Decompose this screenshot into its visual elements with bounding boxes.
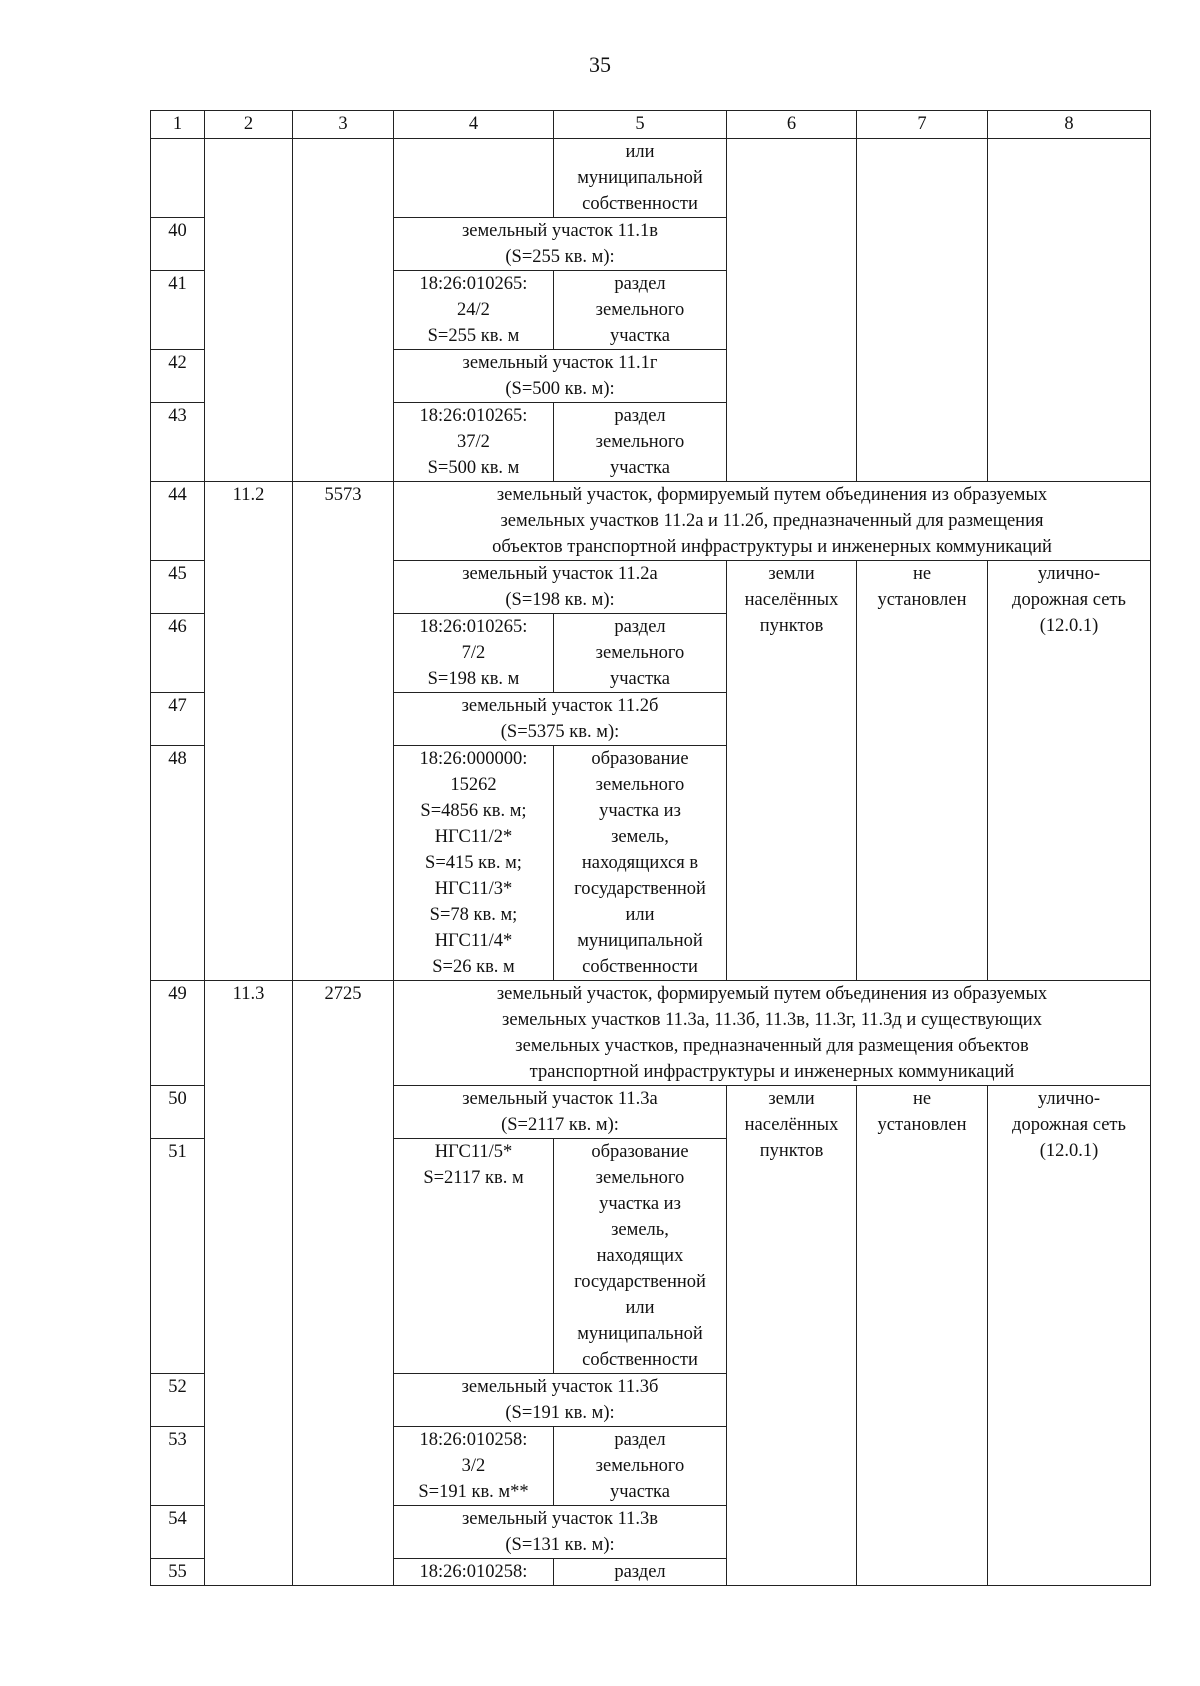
- header-row: [151, 111, 1151, 139]
- permitted-use-cell: улично- дорожная сеть (12.0.1): [988, 561, 1151, 981]
- row-number-cell: 52: [151, 1374, 205, 1427]
- land-category-cell: земли населённых пунктов: [727, 561, 857, 981]
- header-cell: 1: [151, 111, 205, 139]
- plot-id-cell: 11.3: [205, 981, 293, 1586]
- row-number-cell: 48: [151, 746, 205, 981]
- area-cell: 5573: [293, 482, 394, 981]
- subplot-heading: земельный участок 11.1в (S=255 кв. м):: [394, 218, 727, 271]
- cadastral-cell: 18:26:010265: 7/2 S=198 кв. м: [394, 614, 554, 693]
- cadastral-cell: 18:26:010258:: [394, 1559, 554, 1586]
- row-number-cell: 53: [151, 1427, 205, 1506]
- plot-id-cell: 11.2: [205, 482, 293, 981]
- land-category-cell: [727, 139, 857, 482]
- cadastral-cell: [394, 139, 554, 218]
- subplot-heading: земельный участок 11.2б (S=5375 кв. м):: [394, 693, 727, 746]
- page-number: 35: [589, 52, 611, 77]
- method-cell: образование земельного участка из земель, находящихся в государственной или муниципальной собственности: [554, 746, 727, 981]
- header-cell: 2: [205, 111, 293, 139]
- method-cell: образование земельного участка из земель, находящих государственной или муниципальной собственности: [554, 1139, 727, 1374]
- row-number-cell: 41: [151, 271, 205, 350]
- cadastral-cell: 18:26:010258: 3/2 S=191 кв. м**: [394, 1427, 554, 1506]
- method-cell: раздел земельного участка: [554, 271, 727, 350]
- method-cell: раздел: [554, 1559, 727, 1586]
- area-cell: 2725: [293, 981, 394, 1586]
- subplot-heading: земельный участок 11.2а (S=198 кв. м):: [394, 561, 727, 614]
- row-number-cell: 45: [151, 561, 205, 614]
- area-cell: [293, 139, 394, 482]
- permitted-use-cell: улично- дорожная сеть (12.0.1): [988, 1086, 1151, 1586]
- row-number-cell: 46: [151, 614, 205, 693]
- header-cell: 5: [554, 111, 727, 139]
- cadastral-cell: НГС11/5* S=2117 кв. м: [394, 1139, 554, 1374]
- subplot-heading: земельный участок 11.3а (S=2117 кв. м):: [394, 1086, 727, 1139]
- table-row: [151, 139, 1151, 218]
- row-number-cell: 51: [151, 1139, 205, 1374]
- cadastral-cell: 18:26:000000: 15262 S=4856 кв. м; НГС11/2* S=415 кв. м; НГС11/3* S=78 кв. м; НГС11/4* S=26 кв. м: [394, 746, 554, 981]
- subplot-heading: земельный участок 11.1г (S=500 кв. м):: [394, 350, 727, 403]
- row-number-cell: 47: [151, 693, 205, 746]
- restriction-cell: не установлен: [857, 561, 988, 981]
- plot-description: земельный участок, формируемый путем объединения из образуемых земельных участков 11.2а и 11.2б, предназначенный для размещения объектов транспортной инфраструктуры и инженерных коммуникаций: [394, 482, 1151, 561]
- row-number-cell: [151, 139, 205, 218]
- method-cell: или муниципальной собственности: [554, 139, 727, 218]
- plot-description: земельный участок, формируемый путем объединения из образуемых земельных участков 11.3а, 11.3б, 11.3в, 11.3г, 11.3д и существующих земельных участков, предназначенный для размещения объектов транспортной инфраструктуры и инженерных коммуникаций: [394, 981, 1151, 1086]
- header-cell: 4: [394, 111, 554, 139]
- row-number-cell: 42: [151, 350, 205, 403]
- land-category-cell: земли населённых пунктов: [727, 1086, 857, 1586]
- plot-id-cell: [205, 139, 293, 482]
- subplot-heading: земельный участок 11.3б (S=191 кв. м):: [394, 1374, 727, 1427]
- cadastral-cell: 18:26:010265: 37/2 S=500 кв. м: [394, 403, 554, 482]
- table-row: [151, 482, 1151, 561]
- method-cell: раздел земельного участка: [554, 1427, 727, 1506]
- permitted-use-cell: [988, 139, 1151, 482]
- row-number-cell: 50: [151, 1086, 205, 1139]
- method-cell: раздел земельного участка: [554, 403, 727, 482]
- row-number-cell: 49: [151, 981, 205, 1086]
- row-number-cell: 44: [151, 482, 205, 561]
- restriction-cell: [857, 139, 988, 482]
- header-cell: 6: [727, 111, 857, 139]
- method-cell: раздел земельного участка: [554, 614, 727, 693]
- subplot-heading: земельный участок 11.3в (S=131 кв. м):: [394, 1506, 727, 1559]
- header-cell: 3: [293, 111, 394, 139]
- header-cell: 8: [988, 111, 1151, 139]
- row-number-cell: 54: [151, 1506, 205, 1559]
- restriction-cell: не установлен: [857, 1086, 988, 1586]
- header-cell: 7: [857, 111, 988, 139]
- row-number-cell: 43: [151, 403, 205, 482]
- cadastral-cell: 18:26:010265: 24/2 S=255 кв. м: [394, 271, 554, 350]
- row-number-cell: 55: [151, 1559, 205, 1586]
- land-plots-table: [150, 110, 1151, 1586]
- row-number-cell: 40: [151, 218, 205, 271]
- table-row: [151, 981, 1151, 1086]
